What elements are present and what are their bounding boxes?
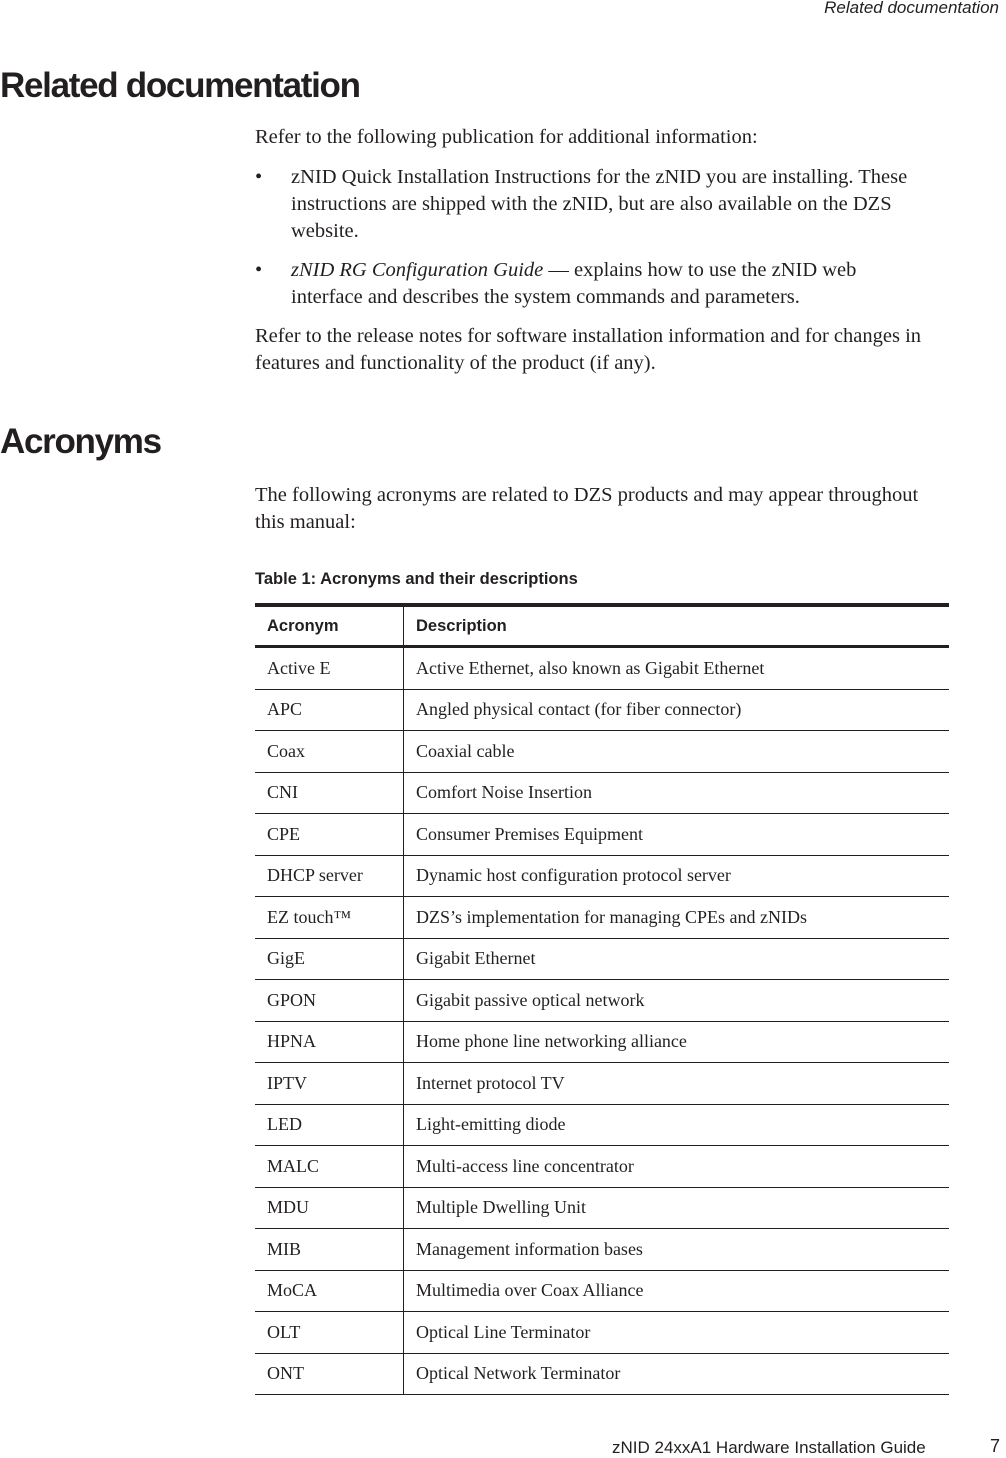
acronym-cell: ONT (255, 1353, 404, 1395)
table-row (255, 1063, 949, 1105)
table-row (255, 772, 949, 814)
table-row (255, 647, 949, 690)
bullet-icon: • (255, 166, 263, 188)
description-cell: Angled physical contact (for fiber connector) (404, 689, 950, 731)
table-row (255, 1104, 949, 1146)
description-cell: Active Ethernet, also known as Gigabit Ethernet (404, 647, 950, 690)
column-header-description: Description (404, 605, 950, 647)
description-cell: Multimedia over Coax Alliance (404, 1270, 950, 1312)
acronym-cell: GPON (255, 980, 404, 1022)
acronym-cell: LED (255, 1104, 404, 1146)
table-row (255, 689, 949, 731)
acronym-cell: APC (255, 689, 404, 731)
table-row (255, 897, 949, 939)
related-intro: Refer to the following publication for additional information: (255, 126, 758, 148)
acronym-cell: IPTV (255, 1063, 404, 1105)
acronym-cell: MIB (255, 1229, 404, 1271)
table-row (255, 1146, 949, 1188)
page-number: 7 (990, 1436, 1001, 1456)
table-row (255, 980, 949, 1022)
description-cell: Gigabit Ethernet (404, 938, 950, 980)
description-cell: Optical Line Terminator (404, 1312, 950, 1354)
footer-doc-title: zNID 24xxA1 Hardware Installation Guide (612, 1438, 926, 1457)
description-cell: Coaxial cable (404, 731, 950, 773)
description-cell: Optical Network Terminator (404, 1353, 950, 1395)
related-documentation-heading: Related documentation (0, 66, 360, 105)
description-cell: Multi-access line concentrator (404, 1146, 950, 1188)
acronyms-heading: Acronyms (0, 422, 161, 461)
acronym-cell: HPNA (255, 1021, 404, 1063)
bullet-text: zNID Quick Installation Instructions for the zNID you are installing. These instructions are shipped with the zNID, but are also available on the DZS website. (291, 166, 908, 242)
acronym-cell: CPE (255, 814, 404, 856)
acronym-cell: Active E (255, 647, 404, 690)
table-row (255, 855, 949, 897)
guide-title: zNID RG Configuration Guide (291, 259, 544, 281)
acronym-cell: GigE (255, 938, 404, 980)
table-row (255, 1187, 949, 1229)
table-row (255, 938, 949, 980)
acronym-cell: MoCA (255, 1270, 404, 1312)
description-cell: Comfort Noise Insertion (404, 772, 950, 814)
acronym-cell: DHCP server (255, 855, 404, 897)
table-row (255, 731, 949, 773)
description-cell: Home phone line networking alliance (404, 1021, 950, 1063)
description-cell: DZS’s implementation for managing CPEs and zNIDs (404, 897, 950, 939)
description-cell: Light-emitting diode (404, 1104, 950, 1146)
release-notes-text: Refer to the release notes for software installation information and for changes in features and functionality of the product (if any). (255, 325, 922, 374)
bullet-text: zNID RG Configuration Guide — explains how to use the zNID web interface and describes the system commands and parameters. (291, 259, 857, 308)
description-cell: Multiple Dwelling Unit (404, 1187, 950, 1229)
acronym-cell: Coax (255, 731, 404, 773)
acronyms-table (255, 603, 949, 1395)
description-cell: Gigabit passive optical network (404, 980, 950, 1022)
acronym-cell: MDU (255, 1187, 404, 1229)
description-cell: Consumer Premises Equipment (404, 814, 950, 856)
acronym-cell: CNI (255, 772, 404, 814)
table-header-row (255, 605, 949, 647)
table-row (255, 1312, 949, 1354)
table-row (255, 814, 949, 856)
acronym-cell: EZ touch™ (255, 897, 404, 939)
table-row (255, 1270, 949, 1312)
acronym-cell: OLT (255, 1312, 404, 1354)
acronym-cell: MALC (255, 1146, 404, 1188)
table-row (255, 1353, 949, 1395)
table-row (255, 1021, 949, 1063)
running-header: Related documentation (824, 0, 999, 17)
bullet-icon: • (255, 259, 263, 281)
column-header-acronym: Acronym (255, 605, 404, 647)
description-cell: Management information bases (404, 1229, 950, 1271)
acronyms-intro: The following acronyms are related to DZS products and may appear throughout this manual: (255, 484, 919, 533)
description-cell: Internet protocol TV (404, 1063, 950, 1105)
table-row (255, 1229, 949, 1271)
description-cell: Dynamic host configuration protocol server (404, 855, 950, 897)
table-caption: Table 1: Acronyms and their descriptions (255, 570, 578, 588)
